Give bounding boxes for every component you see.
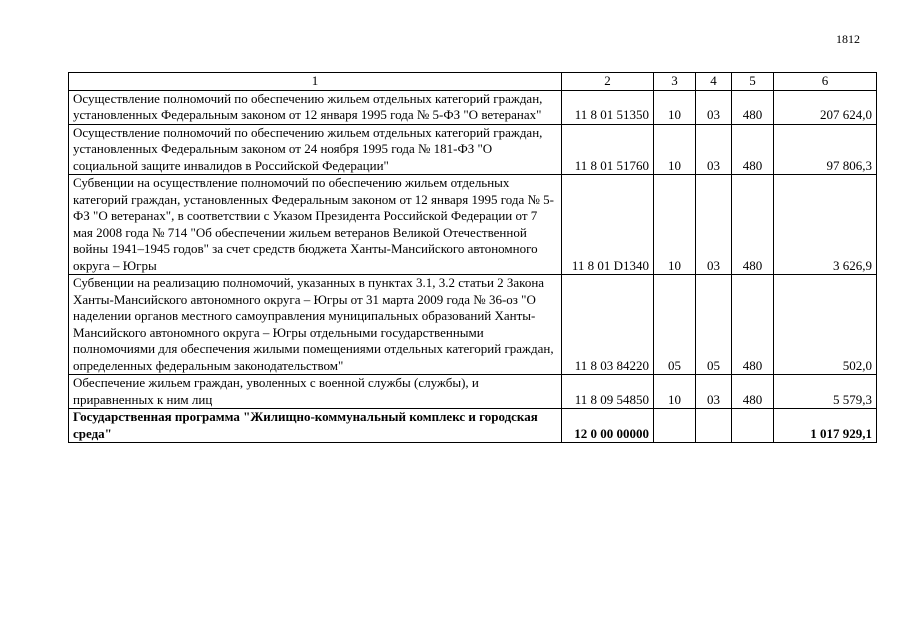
row-expense-type	[732, 409, 774, 443]
row-subsection: 05	[696, 275, 732, 375]
row-expense-type: 480	[732, 124, 774, 175]
row-section: 10	[654, 124, 696, 175]
table-row	[69, 175, 877, 275]
column-header-3: 3	[654, 73, 696, 91]
row-subsection: 03	[696, 124, 732, 175]
row-expense-type: 480	[732, 175, 774, 275]
row-description: Государственная программа "Жилищно-коммунальный комплекс и городская среда"	[69, 409, 562, 443]
table-row-total	[69, 409, 877, 443]
row-subsection: 03	[696, 90, 732, 124]
row-expense-type: 480	[732, 90, 774, 124]
row-code: 11 8 01 51760	[562, 124, 654, 175]
row-section: 05	[654, 275, 696, 375]
row-description: Осуществление полномочий по обеспечению жильем отдельных категорий граждан, установленных Федеральным законом от 24 ноября 1995 года № 181-ФЗ "О социальной защите инвалидов в Российской Федерации"	[69, 124, 562, 175]
header-row	[69, 73, 877, 91]
row-section: 10	[654, 90, 696, 124]
row-description: Обеспечение жильем граждан, уволенных с военной службы (службы), и приравненных к ним лиц	[69, 375, 562, 409]
row-amount: 1 017 929,1	[774, 409, 877, 443]
row-code: 11 8 09 54850	[562, 375, 654, 409]
row-subsection: 03	[696, 375, 732, 409]
column-header-6: 6	[774, 73, 877, 91]
row-section: 10	[654, 375, 696, 409]
row-expense-type: 480	[732, 275, 774, 375]
row-code: 11 8 03 84220	[562, 275, 654, 375]
row-code: 12 0 00 00000	[562, 409, 654, 443]
row-subsection	[696, 409, 732, 443]
row-amount: 3 626,9	[774, 175, 877, 275]
row-amount: 502,0	[774, 275, 877, 375]
column-header-2: 2	[562, 73, 654, 91]
row-code: 11 8 01 D1340	[562, 175, 654, 275]
column-header-1: 1	[69, 73, 562, 91]
row-description: Осуществление полномочий по обеспечению жильем отдельных категорий граждан, установленных Федеральным законом от 12 января 1995 года № 5-ФЗ "О ветеранах"	[69, 90, 562, 124]
page-number: 1812	[836, 32, 860, 46]
row-amount: 207 624,0	[774, 90, 877, 124]
table-row	[69, 375, 877, 409]
row-section: 10	[654, 175, 696, 275]
row-subsection: 03	[696, 175, 732, 275]
column-header-4: 4	[696, 73, 732, 91]
table-row	[69, 124, 877, 175]
row-amount: 97 806,3	[774, 124, 877, 175]
table-row	[69, 90, 877, 124]
budget-table	[68, 72, 877, 443]
row-expense-type: 480	[732, 375, 774, 409]
row-section	[654, 409, 696, 443]
row-description: Субвенции на осуществление полномочий по обеспечению жильем отдельных категорий граждан, установленных Федеральным законом от 12 января 1995 года № 5-ФЗ "О ветеранах", в соответствии с Указом Президента Российской Федерации от 7 мая 2008 года № 714 "Об обеспечении жильем ветеранов Великой Отечественной войны 1941–1945 годов" за счет средств бюджета Ханты-Мансийского автономного округа – Югры	[69, 175, 562, 275]
row-description: Субвенции на реализацию полномочий, указанных в пунктах 3.1, 3.2 статьи 2 Закона Ханты-Мансийского автономного округа – Югры от 31 марта 2009 года № 36-оз "О наделении органов местного самоуправления муниципальных образований Ханты-Мансийского автономного округа – Югры отдельными государственными полномочиями для обеспечения жилыми помещениями отдельных категорий граждан, определенных федеральным законодательством"	[69, 275, 562, 375]
row-amount: 5 579,3	[774, 375, 877, 409]
row-code: 11 8 01 51350	[562, 90, 654, 124]
table-row	[69, 275, 877, 375]
column-header-5: 5	[732, 73, 774, 91]
